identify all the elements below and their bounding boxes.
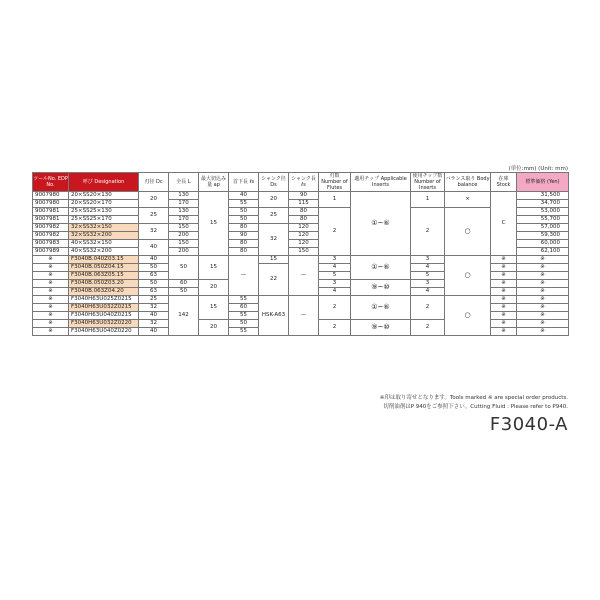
price-cell: ※: [517, 280, 569, 288]
ap-cell: 20: [199, 280, 229, 296]
l-cell: 130: [169, 208, 199, 216]
stock-cell: ※: [491, 288, 517, 296]
dc-cell: 25: [139, 208, 169, 224]
header-edp: ツールNo. EDP No.: [33, 173, 69, 192]
dc-cell: 40: [139, 312, 169, 320]
header-ls: 首下長 ℓs: [229, 173, 259, 192]
table-row: [33, 256, 569, 264]
shank-length-cell: 120: [289, 232, 319, 240]
flutes-cell: 5: [319, 272, 351, 280]
ls-cell: 60: [229, 304, 259, 312]
l-cell: 50: [169, 256, 199, 280]
dc-cell: 20: [139, 192, 169, 208]
flutes-cell: 1: [319, 192, 351, 208]
l-cell: 200: [169, 248, 199, 256]
dc-cell: 40: [139, 240, 169, 256]
l-cell: 150: [169, 240, 199, 248]
header-ap: 最大切込み量 ap: [199, 173, 229, 192]
balance-cell: ×: [445, 192, 491, 208]
stock-cell: ※: [491, 312, 517, 320]
header-flutes: 刃数 Number of Flutes: [319, 173, 351, 192]
ds-cell: 15: [259, 256, 289, 264]
table-row: [33, 192, 569, 200]
l-cell: 200: [169, 232, 199, 240]
ls-cell: 50: [229, 320, 259, 328]
num-inserts-cell: 3: [411, 280, 445, 288]
ap-cell: 15: [199, 256, 229, 280]
stock-cell: ※: [491, 280, 517, 288]
price-cell: ※: [517, 288, 569, 296]
designation-cell: 32×SS32×150: [69, 224, 139, 232]
edp-cell: 9007980: [33, 192, 69, 200]
flutes-cell: 4: [319, 264, 351, 272]
ls-cell: 55: [229, 296, 259, 304]
ap-cell: 15: [199, 192, 229, 256]
edp-cell: ※: [33, 296, 69, 304]
ls-cell: 80: [229, 240, 259, 248]
edp-cell: ※: [33, 312, 69, 320]
price-cell: 57,000: [517, 224, 569, 232]
shank-length-cell: 120: [289, 224, 319, 232]
designation-cell: F3040H63U025Z0215: [69, 296, 139, 304]
price-cell: 62,100: [517, 248, 569, 256]
cutting-fluid-note: 切削油剤はP 940をご参照下さい。Cutting Fluid : Please refer to P940.: [383, 404, 568, 410]
header-balance: バランス取り Body balance: [445, 173, 491, 192]
inserts-cell: ①~⑥: [351, 256, 411, 280]
shank-length-cell: —: [289, 256, 319, 296]
shank-length-cell: 80: [289, 208, 319, 216]
header-stock: 在庫 Stock: [491, 173, 517, 192]
price-cell: 59,300: [517, 232, 569, 240]
designation-cell: F3040H63U040Z0215: [69, 312, 139, 320]
designation-cell: 40×SS32×150: [69, 240, 139, 248]
l-cell: 50: [169, 288, 199, 296]
price-cell: ※: [517, 304, 569, 312]
shank-length-cell: 80: [289, 216, 319, 224]
shank-length-cell: 115: [289, 200, 319, 208]
ds-cell: 20: [259, 192, 289, 208]
ls-cell: 55: [229, 200, 259, 208]
unit-note: (単位:mm) (Unit: mm): [508, 166, 568, 172]
l-cell: 142: [169, 296, 199, 336]
designation-cell: F3040B.040Z03.15: [69, 256, 139, 264]
stock-cell: ※: [491, 264, 517, 272]
designation-cell: F3040B.063Z05.15: [69, 272, 139, 280]
table-row: [33, 208, 569, 216]
header-ds: シャンク径 Ds: [259, 173, 289, 192]
flutes-cell: 2: [319, 296, 351, 320]
l-cell: 170: [169, 216, 199, 224]
dc-cell: 32: [139, 224, 169, 240]
spec-table: [32, 172, 569, 336]
inserts-cell: ⑨~⑩: [351, 320, 411, 336]
l-cell: 130: [169, 192, 199, 200]
stock-cell: ※: [491, 304, 517, 312]
edp-cell: 9007981: [33, 208, 69, 216]
price-cell: ※: [517, 312, 569, 320]
inserts-cell: ①~⑥: [351, 192, 411, 256]
ds-cell: 25: [259, 208, 289, 224]
ap-cell: 15: [199, 296, 229, 320]
price-cell: ※: [517, 296, 569, 304]
shank-length-cell: 150: [289, 248, 319, 256]
header-dc: 刃径 Dc: [139, 173, 169, 192]
designation-cell: 25×SS25×130: [69, 208, 139, 216]
price-cell: ※: [517, 256, 569, 264]
edp-cell: ※: [33, 272, 69, 280]
num-inserts-cell: 1: [411, 192, 445, 208]
flutes-cell: 2: [319, 208, 351, 256]
shank-length-cell: —: [289, 296, 319, 336]
edp-cell: ※: [33, 288, 69, 296]
edp-cell: ※: [33, 256, 69, 264]
edp-cell: 9007983: [33, 240, 69, 248]
header-l: 全長 L: [169, 173, 199, 192]
ls-cell: 50: [229, 208, 259, 216]
inserts-cell: ⑨~⑩: [351, 280, 411, 296]
price-cell: 31,500: [517, 192, 569, 200]
shank-length-cell: 120: [289, 240, 319, 248]
dc-cell: 63: [139, 272, 169, 280]
designation-cell: F3040H63U032Z0220: [69, 320, 139, 328]
dc-cell: 40: [139, 256, 169, 264]
l-cell: 60: [169, 280, 199, 288]
ls-cell: 80: [229, 224, 259, 232]
header-designation: 呼び Designation: [69, 173, 139, 192]
ls-cell: 90: [229, 232, 259, 240]
l-cell: 150: [169, 224, 199, 232]
flutes-cell: 4: [319, 288, 351, 296]
edp-cell: 9007989: [33, 248, 69, 256]
ls-cell: 80: [229, 248, 259, 256]
shank-length-cell: 90: [289, 192, 319, 200]
flutes-cell: 3: [319, 256, 351, 264]
price-cell: ※: [517, 320, 569, 328]
balance-cell: ○: [445, 208, 491, 256]
dc-cell: 32: [139, 304, 169, 312]
stock-cell: ※: [491, 296, 517, 304]
edp-cell: ※: [33, 304, 69, 312]
ds-cell: 22: [259, 264, 289, 296]
dc-cell: 32: [139, 320, 169, 328]
edp-cell: ※: [33, 320, 69, 328]
special-order-note: ※印は取り寄せとなります。Tools marked ※ are special order products.: [379, 395, 568, 401]
designation-cell: F3040H63U040Z0220: [69, 328, 139, 336]
edp-cell: 9007982: [33, 224, 69, 232]
price-cell: ※: [517, 328, 569, 336]
dc-cell: 50: [139, 264, 169, 272]
designation-cell: 25×SS25×170: [69, 216, 139, 224]
header-row: [33, 173, 569, 192]
stock-cell: ※: [491, 272, 517, 280]
ls-cell: 40: [229, 192, 259, 200]
dc-cell: 25: [139, 296, 169, 304]
num-inserts-cell: 4: [411, 288, 445, 296]
stock-cell: C: [491, 192, 517, 256]
dc-cell: 63: [139, 288, 169, 296]
edp-cell: 9007981: [33, 216, 69, 224]
table-row: [33, 296, 569, 304]
ls-cell: 50: [229, 216, 259, 224]
page-code: F3040-A: [489, 414, 568, 435]
dc-cell: 50: [139, 280, 169, 288]
designation-cell: F3040H63U032Z0215: [69, 304, 139, 312]
num-inserts-cell: 2: [411, 296, 445, 320]
price-cell: 53,000: [517, 208, 569, 216]
price-cell: 55,700: [517, 216, 569, 224]
designation-cell: 20×SS20×130: [69, 192, 139, 200]
edp-cell: ※: [33, 264, 69, 272]
inserts-cell: ①~⑥: [351, 296, 411, 320]
balance-cell: ○: [445, 256, 491, 296]
designation-cell: 32×SS32×200: [69, 232, 139, 240]
stock-cell: ※: [491, 320, 517, 328]
num-inserts-cell: 2: [411, 320, 445, 336]
edp-cell: ※: [33, 280, 69, 288]
header-shank-length: シャンク長 ℓs: [289, 173, 319, 192]
stock-cell: ※: [491, 256, 517, 264]
designation-cell: F3040B.050Z03.20: [69, 280, 139, 288]
ds-cell: HSK-A63: [259, 296, 289, 336]
ls-cell: 55: [229, 312, 259, 320]
l-cell: 170: [169, 200, 199, 208]
num-inserts-cell: 3: [411, 256, 445, 264]
header-num-inserts: 使用チップ数 Number of Inserts: [411, 173, 445, 192]
num-inserts-cell: 2: [411, 208, 445, 256]
price-cell: ※: [517, 264, 569, 272]
designation-cell: 20×SS20×170: [69, 200, 139, 208]
ap-cell: 20: [199, 320, 229, 336]
price-cell: 34,700: [517, 200, 569, 208]
edp-cell: ※: [33, 328, 69, 336]
flutes-cell: 3: [319, 280, 351, 288]
ls-cell: —: [229, 256, 259, 296]
price-cell: 60,000: [517, 240, 569, 248]
stock-cell: ※: [491, 328, 517, 336]
designation-cell: 40×SS32×200: [69, 248, 139, 256]
edp-cell: 9007982: [33, 232, 69, 240]
price-cell: ※: [517, 272, 569, 280]
num-inserts-cell: 4: [411, 264, 445, 272]
num-inserts-cell: 5: [411, 272, 445, 280]
edp-cell: 9007980: [33, 200, 69, 208]
ls-cell: 55: [229, 328, 259, 336]
header-price: 標準価格 (Yen): [517, 173, 569, 192]
flutes-cell: 2: [319, 320, 351, 336]
ds-cell: 32: [259, 224, 289, 256]
dc-cell: 40: [139, 328, 169, 336]
designation-cell: F3040B.063Z04.20: [69, 288, 139, 296]
header-inserts: 適用チップ Applicable Inserts: [351, 173, 411, 192]
balance-cell: ○: [445, 296, 491, 336]
designation-cell: F3040B.050Z04.15: [69, 264, 139, 272]
